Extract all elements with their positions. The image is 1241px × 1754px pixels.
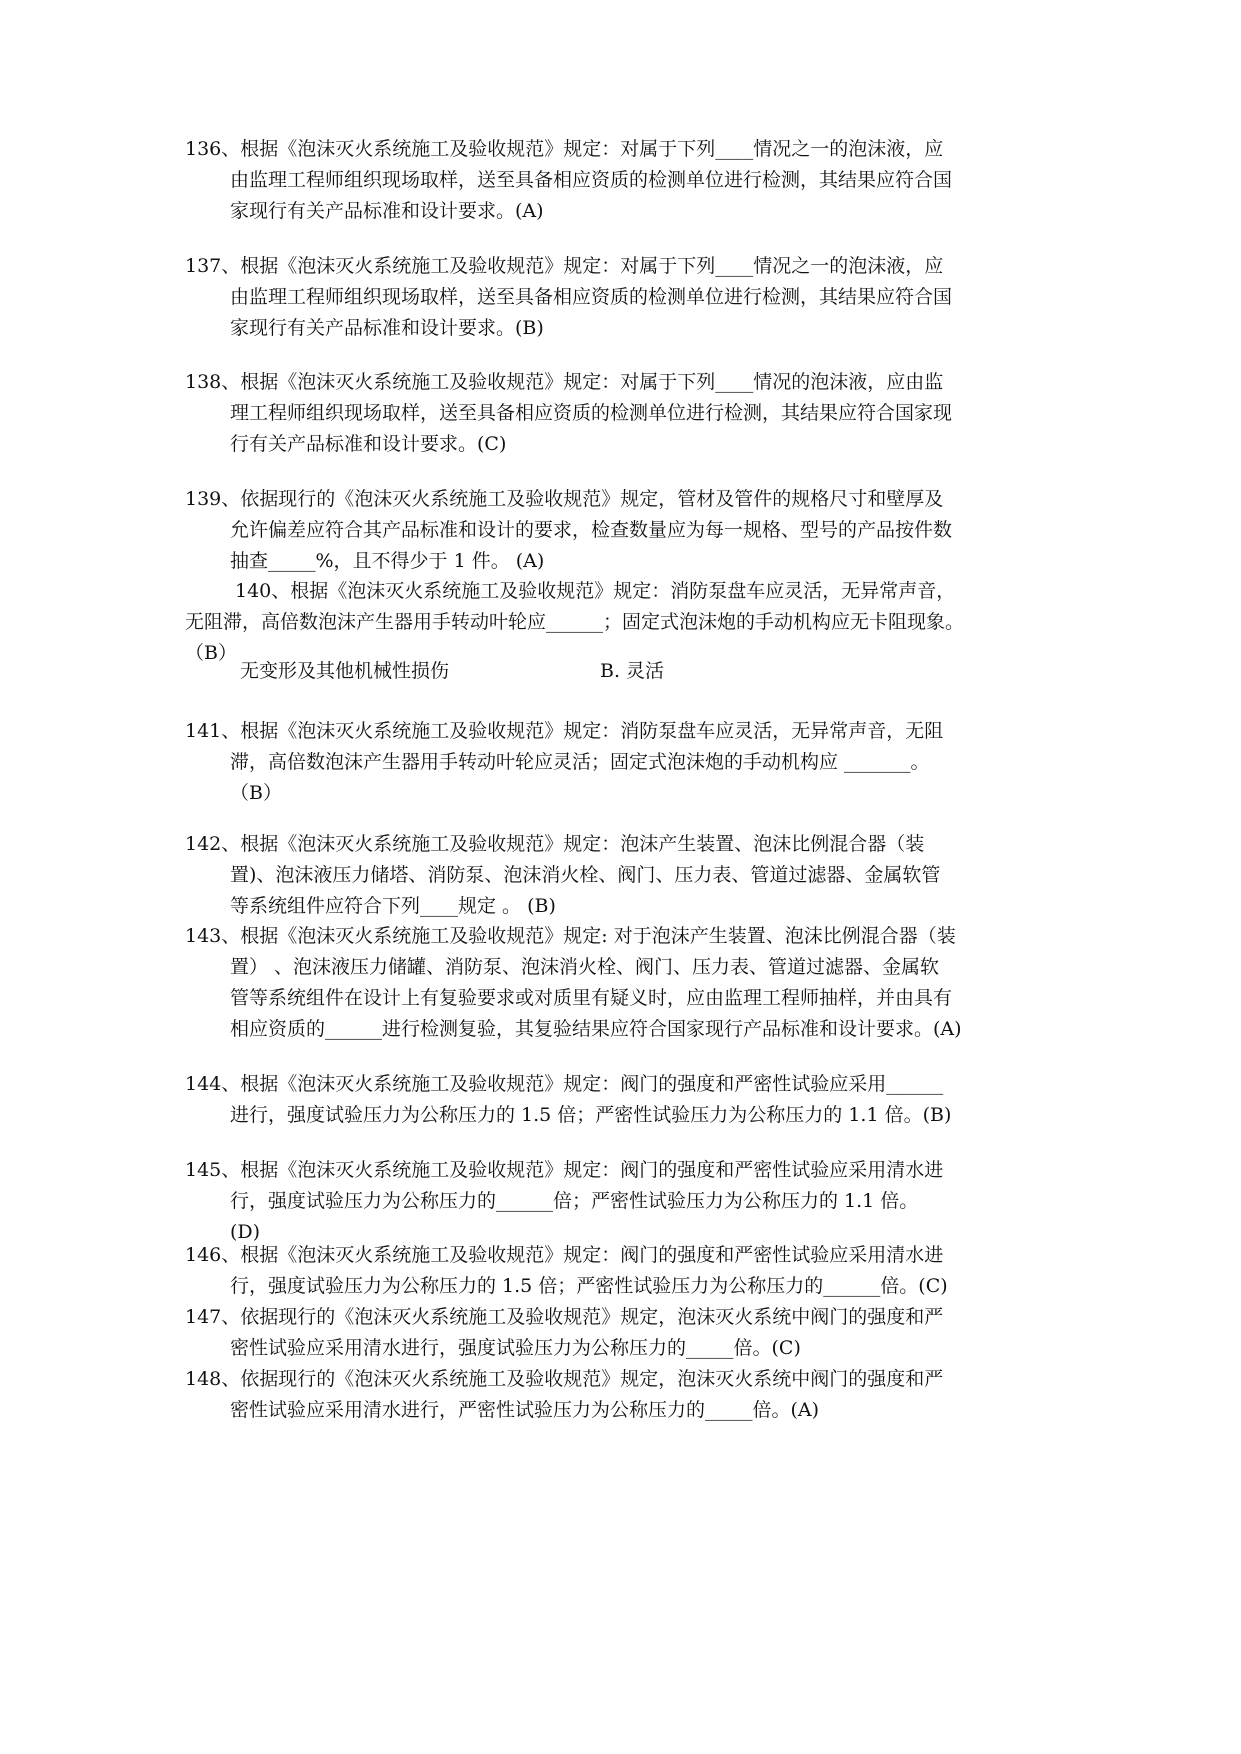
question-139 [185,484,1065,577]
question-145 [185,1155,1065,1248]
question-line: 143、根据《泡沫灭火系统施工及验收规范》规定: 对于泡沫产生装置、泡沫比例混合器（装 [185,925,956,947]
question-147 [185,1302,1065,1364]
question-146 [185,1240,1065,1302]
question-line: 147、依据现行的《泡沫灭火系统施工及验收规范》规定，泡沫灭火系统中阀门的强度和严 [185,1306,944,1328]
question-line: 密性试验应采用清水进行，严密性试验压力为公称压力的_____倍。(A) [230,1399,820,1421]
question-143 [185,921,1065,1045]
question-141 [185,716,1065,809]
question-line: 滞，高倍数泡沫产生器用手转动叶轮应灵活；固定式泡沫炮的手动机构应 _______。 [230,751,930,773]
question-line: 行，强度试验压力为公称压力的 1.5 倍；严密性试验压力为公称压力的______倍。(C) [230,1275,948,1297]
question-142 [185,829,1065,922]
question-136 [185,134,1065,227]
question-line: 146、根据《泡沫灭火系统施工及验收规范》规定：阀门的强度和严密性试验应采用清水进 [185,1244,944,1266]
question-line: 相应资质的______进行检测复验，其复验结果应符合国家现行产品标准和设计要求。(A) [230,1018,962,1040]
question-line: 无阻滞，高倍数泡沫产生器用手转动叶轮应______；固定式泡沫炮的手动机构应无卡阻现象。 [185,611,965,633]
question-line: 由监理工程师组织现场取样，送至具备相应资质的检测单位进行检测，其结果应符合国 [230,286,953,308]
question-line: （B） [230,782,282,804]
question-line: 141、根据《泡沫灭火系统施工及验收规范》规定：消防泵盘车应灵活，无异常声音，无阻 [185,720,944,742]
question-144 [185,1069,1065,1131]
question-line: 置)、泡沫液压力储塔、消防泵、泡沫消火栓、阀门、压力表、管道过滤器、金属软管 [230,864,941,886]
question-line: 等系统组件应符合下列____规定 。 (B) [230,895,556,917]
question-line: 家现行有关产品标准和设计要求。(A) [230,200,544,222]
question-line: (D) [230,1221,261,1243]
question-line: 抽查_____%，且不得少于 1 件。 (A) [230,550,545,572]
question-line: 142、根据《泡沫灭火系统施工及验收规范》规定：泡沫产生装置、泡沫比例混合器（装 [185,833,925,855]
question-138 [185,367,1065,460]
question-line: 家现行有关产品标准和设计要求。(B) [230,317,544,339]
question-140-options [240,656,940,687]
question-line: 148、依据现行的《泡沫灭火系统施工及验收规范》规定，泡沫灭火系统中阀门的强度和严 [185,1368,944,1390]
option-b: B. 灵活 [600,660,665,682]
question-line: 密性试验应采用清水进行，强度试验压力为公称压力的_____倍。(C) [230,1337,801,1359]
question-line: 允许偏差应符合其产品标准和设计的要求，检查数量应为每一规格、型号的产品按件数 [230,519,953,541]
question-line: 置） 、泡沫液压力储罐、消防泵、泡沫消火栓、阀门、压力表、管道过滤器、金属软 [230,956,940,978]
question-line: 管等系统组件在设计上有复验要求或对质里有疑义时，应由监理工程师抽样，并由具有 [230,987,953,1009]
question-line: 137、根据《泡沫灭火系统施工及验收规范》规定：对属于下列____情况之一的泡沫液，应 [185,255,944,277]
question-line: 进行，强度试验压力为公称压力的 1.5 倍；严密性试验压力为公称压力的 1.1 倍。(B) [230,1104,952,1126]
question-line: 136、根据《泡沫灭火系统施工及验收规范》规定：对属于下列____情况之一的泡沫液，应 [185,138,944,160]
question-line: 145、根据《泡沫灭火系统施工及验收规范》规定：阀门的强度和严密性试验应采用清水进 [185,1159,944,1181]
question-137 [185,251,1065,344]
question-line: 由监理工程师组织现场取样，送至具备相应资质的检测单位进行检测，其结果应符合国 [230,169,953,191]
question-line: 行有关产品标准和设计要求。(C) [230,433,507,455]
option-a: 无变形及其他机械性损伤 [240,660,450,682]
question-148 [185,1364,1065,1426]
question-line: （B） [185,642,237,664]
question-line: 140、根据《泡沫灭火系统施工及验收规范》规定：消防泵盘车应灵活，无异常声音， [235,580,956,602]
question-line: 144、根据《泡沫灭火系统施工及验收规范》规定：阀门的强度和严密性试验应采用______ [185,1073,944,1095]
question-line: 理工程师组织现场取样，送至具备相应资质的检测单位进行检测，其结果应符合国家现 [230,402,953,424]
question-line: 行，强度试验压力为公称压力的______倍；严密性试验压力为公称压力的 1.1 倍。 [230,1190,919,1212]
question-line: 139、依据现行的《泡沫灭火系统施工及验收规范》规定，管材及管件的规格尺寸和壁厚及 [185,488,944,510]
question-line: 138、根据《泡沫灭火系统施工及验收规范》规定：对属于下列____情况的泡沫液，应由监 [185,371,944,393]
